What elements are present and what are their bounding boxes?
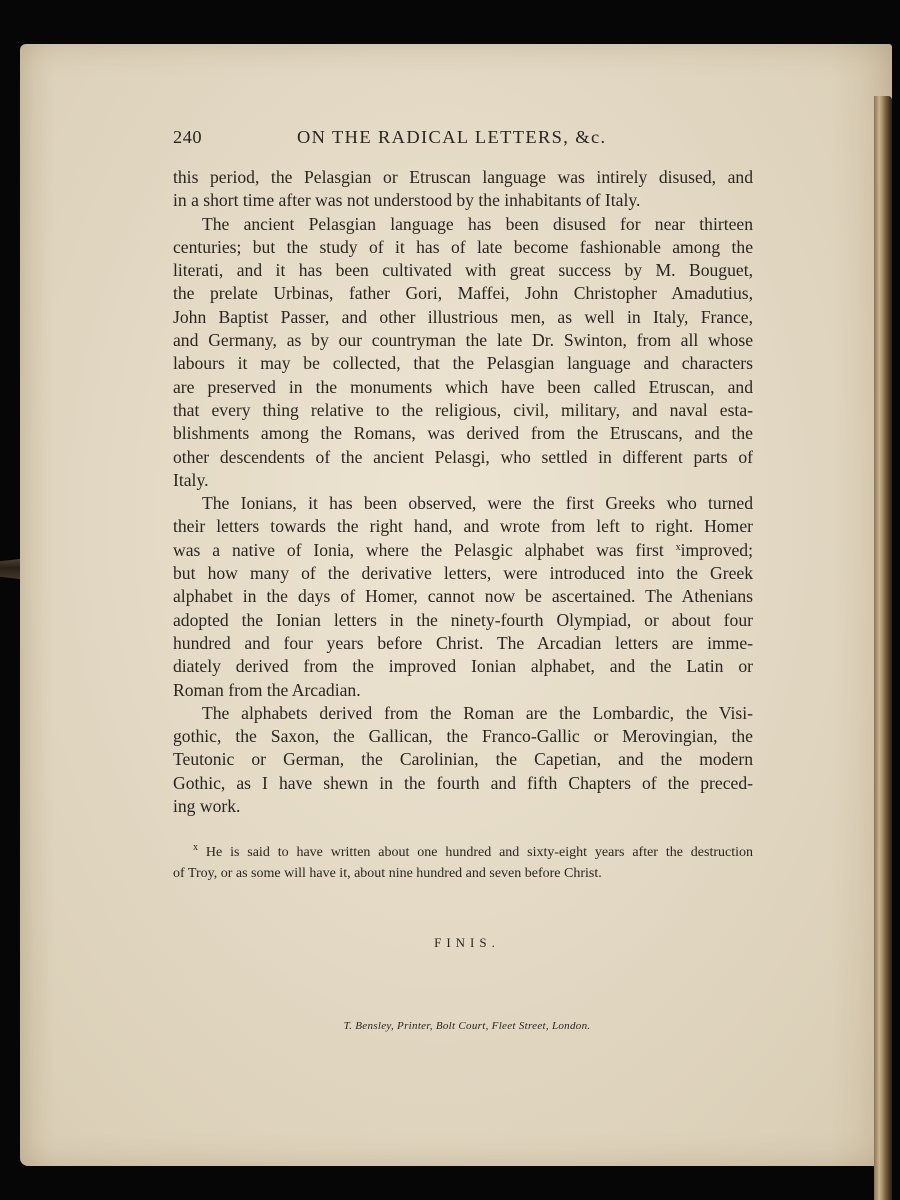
text-line: but how many of the derivative letters, were introduced into the Greek [173,563,753,584]
text-line: The ancient Pelasgian language has been disused for near thirteen [202,213,753,234]
text-line: their letters towards the right hand, and wrote from left to right. Homer [173,516,753,537]
text-line: The alphabets derived from the Roman are the Lombardic, the Visi- [202,702,753,723]
text-line: centuries; but the study of it has of late become fashionable among the [173,236,753,257]
text-line: alphabet in the days of Homer, cannot now be ascertained. The Athenians [173,586,753,607]
finis-mark: FINIS. [434,935,500,951]
text-line-start: was a native of Ionia, where the Pelasgic alphabet was first [173,539,664,560]
page-number: 240 [173,127,203,147]
text-line: this period, the Pelasgian or Etruscan language was intirely disused, and [173,167,753,187]
text-line: gothic, the Saxon, the Gallican, the Franco-Gallic or Merovingian, the [173,726,753,747]
footnote-line: of Troy, or as some will have it, about nine hundred and seven before Christ. [173,866,602,882]
text-line: adopted the Ionian letters in the ninety-fourth Olympiad, or about four [173,609,753,630]
text-line: other descendents of the ancient Pelasgi, who settled in different parts of [173,446,753,467]
text-line: Roman from the Arcadian. [173,679,361,700]
text-line: Italy. [173,469,209,490]
text-line: are preserved in the monuments which have been called Etruscan, and [173,376,753,397]
text-line: and Germany, as by our countryman the late Dr. Swinton, from all whose [173,330,753,351]
text-line: that every thing relative to the religious, civil, military, and naval esta- [173,399,753,420]
footnote-text: He is said to have written about one hundred and sixty-eight years after the destruction [205,845,754,861]
footnote-marker: x [675,541,681,553]
text-line: John Baptist Passer, and other illustrious men, as well in Italy, France, [173,306,753,327]
text-line-with-footnote-ref [173,539,753,562]
text-line: labours it may be collected, that the Pelasgian language and characters [173,353,753,374]
footnote-marker: x [193,842,198,854]
running-head-title: ON THE RADICAL LETTERS, &c. [297,127,607,147]
footnote [173,842,753,884]
running-head [173,126,753,150]
text-line: in a short time after was not understood by the inhabitants of Italy. [173,190,641,211]
paragraph-2 [173,213,753,493]
text-line: the prelate Urbinas, father Gori, Maffei, John Christopher Amadutius, [173,283,753,304]
footnote-line [173,842,753,863]
paragraph-4 [173,702,753,818]
paragraph-3 [173,492,753,702]
text-line: Teutonic or German, the Carolinian, the Capetian, and the modern [173,749,753,770]
text-line: literati, and it has been cultivated with great success by M. Bouguet, [173,260,753,281]
text-line: blishments among the Romans, was derived from the Etruscans, and the [173,423,753,444]
text-line: diately derived from the improved Ionian alphabet, and the Latin or [173,656,753,677]
page-text-block [173,126,753,1038]
printer-imprint: T. Bensley, Printer, Bolt Court, Fleet Street, London. [343,1019,591,1032]
text-line: The Ionians, it has been observed, were the first Greeks who turned [202,493,753,514]
paragraph-1 [173,166,753,213]
page-fore-edge [874,96,892,1200]
text-line: ing work. [173,796,241,817]
text-line: Gothic, as I have shewn in the fourth and fifth Chapters of the preced- [173,772,753,793]
text-line-tail: improved; [680,539,753,560]
text-line: hundred and four years before Christ. The Arcadian letters are imme- [173,632,753,653]
